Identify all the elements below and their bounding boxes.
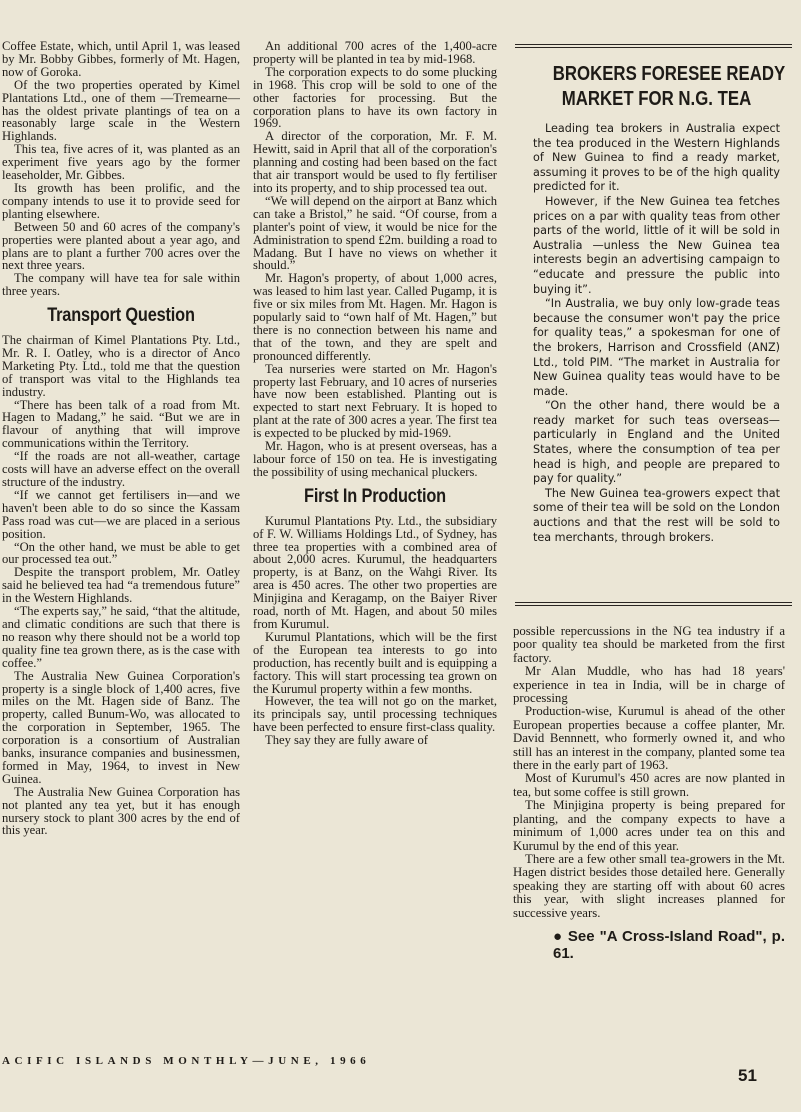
column-1 <box>2 40 240 1040</box>
boxed-article-body <box>533 122 780 545</box>
paragraph: The company will have tea for sale within three years. <box>2 271 240 299</box>
paragraph: Despite the transport problem, Mr. Oatley said he believed tea had “a tremendous future” in the Western Highlands. <box>2 565 240 606</box>
paragraph: The New Guinea tea-growers expect that some of their tea will be sold on the London auctions and that the rest will be sold to tea merchants, through brokers. <box>533 486 780 544</box>
paragraph: Between 50 and 60 acres of the company's properties were planted about a year ago, and plans are to plant a further 700 acres over the next three years. <box>2 219 240 273</box>
paragraph: An additional 700 acres of the 1,400-acre property will be planted in tea by mid-1968. <box>253 40 497 66</box>
paragraph: Production-wise, Kurumul is ahead of the other European properties because a coffee planter, Mr. David Bennnett, who formerly owned it, and who still has an interest in the company, planted some tea there in the early part of 1963. <box>513 704 785 773</box>
paragraph: There are a few other small tea-growers in the Mt. Hagen district besides those detailed here. Generally speaking they are starting off with about 60 acres this year, with slight increases planned for successive years. <box>513 851 785 920</box>
column-1-top-paragraphs <box>2 40 240 298</box>
boxed-article-headline <box>552 62 786 112</box>
paragraph: “The experts say,” he said, “that the altitude, and climatic conditions are such that there is no reason why there should not be a world top quality fine tea grown there, as is the case with coffee.” <box>2 604 240 670</box>
publication-footer: ACIFIC ISLANDS MONTHLY—JUNE, 1966 <box>2 1055 371 1067</box>
column-2 <box>253 40 497 1040</box>
paragraph: This tea, five acres of it, was planted as an experiment five years ago by the former leaseholder, Mr. Gibbes. <box>2 142 240 183</box>
column-2-top-paragraphs <box>253 40 497 479</box>
paragraph: The corporation expects to do some plucking in 1968. This crop will be sold to one of the other factories for processing. But the corporation plans to have its own factory in 1969. <box>253 64 497 131</box>
paragraph: The chairman of Kimel Plantations Pty. Ltd., Mr. R. I. Oatley, who is a director of Anco Marketing Pty. Ltd., told me that the question of transport was vital to the Highlands tea industry. <box>2 333 240 399</box>
column-2-bottom-paragraphs <box>253 515 497 747</box>
column-3 <box>513 625 785 1025</box>
paragraph: Of the two properties operated by Kimel Plantations Ltd., one of them —Tremearne—has the oldest private plantings of tea on a reasonably large scale in the Western Highlands. <box>2 77 240 144</box>
paragraph: “There has been talk of a road from Mt. Hagen to Madang,” he said. “But we are in flavour of anything that will improve communications within the Territory. <box>2 397 240 451</box>
headline-line: BROKERS FORESEE READY <box>552 63 786 85</box>
paragraph: Coffee Estate, which, until April 1, was leased by Mr. Bobby Gibbes, formerly of Mt. Hagen, now of Goroka. <box>2 40 240 79</box>
paragraph: Its growth has been prolific, and the company intends to use it to provide seed for planting elsewhere. <box>2 180 240 221</box>
paragraph: “On the other hand, there would be a ready market for such teas overseas—particularly in England and the United States, where the consumption of tea per head is high, and people are prepared to pay for quality.” <box>533 399 780 486</box>
paragraph: “On the other hand, we must be able to get our processed tea out.” <box>2 539 240 567</box>
see-also-reference: ● See "A Cross-Island Road", p. 61. <box>553 927 785 962</box>
page-number: 51 <box>738 1066 757 1085</box>
paragraph: However, the tea will not go on the market, its principals say, until processing techniques have been perfected to ensure first-class quality. <box>253 694 497 735</box>
boxed-article <box>515 44 792 606</box>
paragraph: “If the roads are not all-weather, cartage costs will have an adverse effect on the overall structure of the industry. <box>2 449 240 489</box>
paragraph: Kurumul Plantations, which will be the first of the European tea interests to go into production, has recently built and is equipping a factory. This will start processing tea grown on the Kurumul property within a few months. <box>253 629 497 696</box>
paragraph: Mr. Hagon's property, of about 1,000 acres, was leased to him last year. Called Pugamp, it is five or six miles from Mt. Hagen. Mr. Hagon is popularly said to “own half of Mt. Hagen,” but there is no connection between his name and that of the town, and they are spelt and pronounced differently. <box>253 271 497 363</box>
paragraph: Mr. Hagon, who is at present overseas, has a labour force of 150 on tea. He is investigating the possibility of using mechanical pluckers. <box>253 439 497 479</box>
paragraph: A director of the corporation, Mr. F. M. Hewitt, said in April that all of the corporation's planning and costing had been based on the fact that air transport would be used to fly fertiliser into its property, and to ship processed tea out. <box>253 129 497 195</box>
column-1-bottom-paragraphs <box>2 334 240 837</box>
subheading-first-in-production: First In Production <box>304 485 446 507</box>
paragraph: However, if the New Guinea tea fetches prices on a par with quality teas from other parts of the world, little of it will be sold in Australia —unless the New Guinea tea interests begin an advertising campaign to “educate and pressure the public into buying it”. <box>533 194 780 296</box>
paragraph: They say they are fully aware of <box>265 733 428 748</box>
paragraph: possible repercussions in the NG tea industry if a poor quality tea should be marketed from the first factory. <box>513 625 785 665</box>
paragraph: “If we cannot get fertilisers in—and we haven't been able to do so since the Kassam Pass road was cut—we are placed in a serious position. <box>2 487 240 541</box>
paragraph: Most of Kurumul's 450 acres are now planted in tea, but some coffee is still grown. <box>513 771 785 799</box>
subheading-transport-question: Transport Question <box>47 305 195 327</box>
paragraph: Tea nurseries were started on Mr. Hagon's property last February, and 10 acres of nurseries have now been established. Planting out is expected to start next February. It is hoped to plant at the rate of 300 acres a year. The first tea is expected to be plucked by mid-1969. <box>253 361 497 441</box>
paragraph: Kurumul Plantations Pty. Ltd., the subsidiary of F. W. Williams Holdings Ltd., of Sydney, has three tea properties with a combined area of about 2,000 acres. Kurumul, the headquarters property, is at Banz, on the Wahgi River. Its area is 450 acres. The other two properties are Minjigina and Keragamp, on the Baiyer River road, north of Mt. Hagen, and about 50 miles from Kurumul. <box>253 513 497 631</box>
paragraph: Leading tea brokers in Australia expect the tea produced in the Western Highlands of New Guinea to find a ready market, assuming it proves to be of the high quality predicted for it. <box>533 122 780 194</box>
paragraph: The Minjigina property is being prepared for planting, and the company expects to have a minimum of 1,000 acres under tea on this and Kurumul by the end of this year. <box>513 798 785 853</box>
paragraph: The Australia New Guinea Corporation's property is a single block of 1,400 acres, five miles on the Mt. Hagen side of Banz. The property, called Bunum-Wo, was allocated to the corporation in September, 1965. The corporation is a consortium of Australian banks, insurance companies and businessmen, formed in May, 1964, to invest in New Guinea. <box>2 668 240 786</box>
paragraph: “We will depend on the airport at Banz which can take a Bristol,” he said. “Of course, from a planter's point of view, it would be nice for the Administration to spend £2m. building a road to Madang. But I have no views on whether it should.” <box>253 193 497 273</box>
paragraph: The Australia New Guinea Corporation has not planted any tea yet, but it has enough nursery stock to plant 300 acres by the end of this year. <box>2 784 240 838</box>
headline-line: MARKET FOR N.G. TEA <box>561 88 752 110</box>
paragraph: “In Australia, we buy only low-grade teas because the consumer won't pay the price for quality teas,” a spokesman for one of the brokers, Harrison and Crossfield (ANZ) Ltd., told PIM. “The market in Australia for New Guinea quality teas would have to be made. <box>533 297 780 398</box>
paragraph: Mr Alan Muddle, who has had 18 years' experience in tea in India, will be in charge of processing <box>513 664 785 706</box>
